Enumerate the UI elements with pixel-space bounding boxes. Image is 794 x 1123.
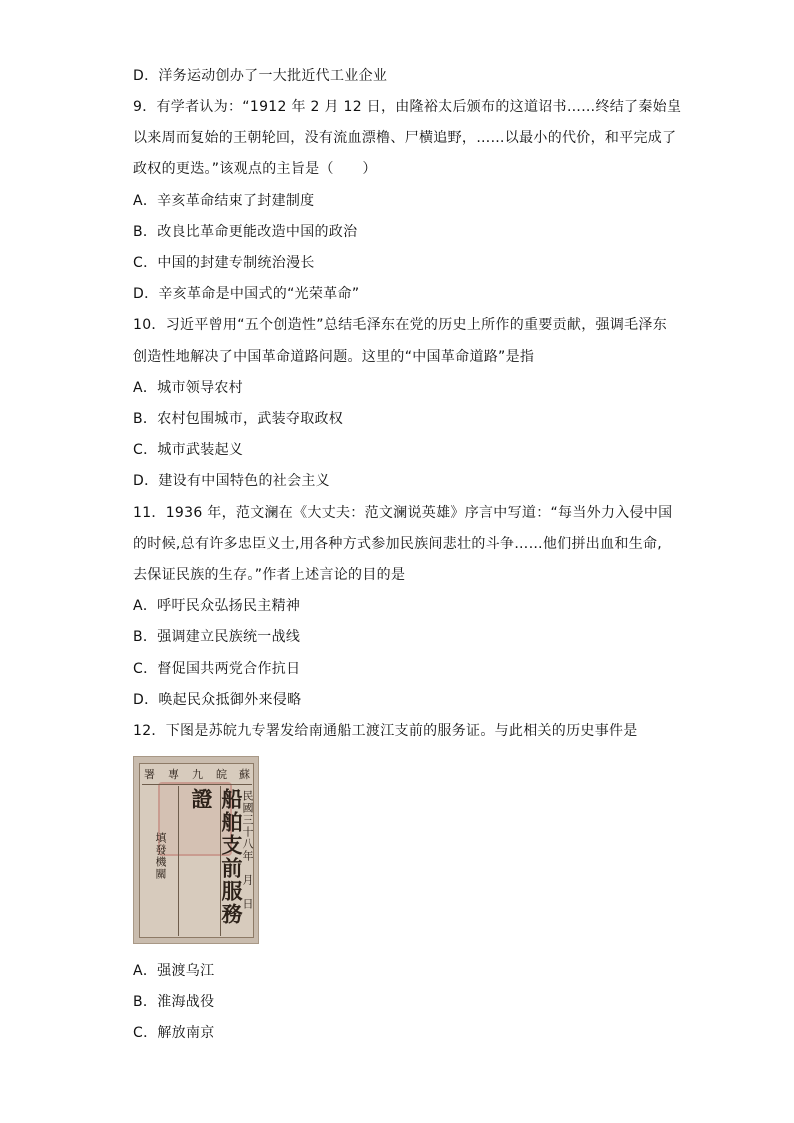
q9-stem-line2: 以来周而复始的王朝轮回，没有流血漂橹、尸横追野，……以最小的代价，和平完成了 xyxy=(133,130,677,146)
certificate-title: 船舶支前服務證 xyxy=(189,788,244,926)
certificate-column-rule xyxy=(178,786,179,936)
q12-stem: 12．下图是苏皖九专署发给南通船工渡江支前的服务证。与此相关的历史事件是 xyxy=(133,723,638,739)
certificate-issuer: 填發機關 xyxy=(154,832,167,880)
q9-stem-line3: 政权的更迭。”该观点的主旨是（ ） xyxy=(133,161,377,177)
q11-stem-line3: 去保证民族的生存。”作者上述言论的目的是 xyxy=(133,567,406,583)
certificate-frame xyxy=(139,763,254,938)
q10-stem-line2: 创造性地解决了中国革命道路问题。这里的“中国革命道路”是指 xyxy=(133,349,535,365)
q9-option-c: C．中国的封建专制统治漫长 xyxy=(133,255,315,271)
service-certificate-image xyxy=(133,756,259,944)
q9-option-b: B．改良比革命更能改造中国的政治 xyxy=(133,224,358,240)
q9-option-a: A．辛亥革命结束了封建制度 xyxy=(133,193,315,209)
q9-stem-line1: 9．有学者认为：“1912 年 2 月 12 日，由隆裕太后颁布的这道诏书……终结了秦始皇 xyxy=(133,99,682,115)
q12-option-b: B．淮海战役 xyxy=(133,994,215,1010)
q10-stem-line1: 10．习近平曾用“五个创造性”总结毛泽东在党的历史上所作的重要贡献，强调毛泽东 xyxy=(133,317,668,333)
q12-option-a: A．强渡乌江 xyxy=(133,963,215,979)
certificate-header-char: 皖 xyxy=(216,768,227,781)
q11-option-a: A．呼吁民众弘扬民主精神 xyxy=(133,598,301,614)
q11-option-d: D．唤起民众抵御外来侵略 xyxy=(133,692,302,708)
q12-option-c: C．解放南京 xyxy=(133,1025,215,1041)
certificate-header-char: 署 xyxy=(144,768,155,781)
certificate-header-char: 蘇 xyxy=(239,768,250,781)
certificate-header-char: 專 xyxy=(168,768,179,781)
q11-option-b: B．强调建立民族统一战线 xyxy=(133,629,301,645)
q11-stem-line2: 的时候,总有许多忠臣义士,用各种方式参加民族间悲壮的斗争……他们拼出血和生命, xyxy=(133,536,663,552)
q10-option-c: C．城市武装起义 xyxy=(133,442,244,458)
certificate-header-rule xyxy=(142,784,252,785)
q11-stem-line1: 11．1936 年，范文澜在《大丈夫：范文澜说英雄》序言中写道：“每当外力入侵中国 xyxy=(133,505,673,521)
certificate-date: 民國三十八年 月 日 xyxy=(241,790,254,910)
q10-option-d: D．建设有中国特色的社会主义 xyxy=(133,473,330,489)
q9-option-d: D．辛亥革命是中国式的“光荣革命” xyxy=(133,286,360,302)
q11-option-c: C．督促国共两党合作抗日 xyxy=(133,661,301,677)
certificate-header-char: 九 xyxy=(192,768,203,781)
q8-option-d: D．洋务运动创办了一大批近代工业企业 xyxy=(133,68,388,84)
q10-option-a: A．城市领导农村 xyxy=(133,380,243,396)
q10-option-b: B．农村包围城市，武装夺取政权 xyxy=(133,411,344,427)
